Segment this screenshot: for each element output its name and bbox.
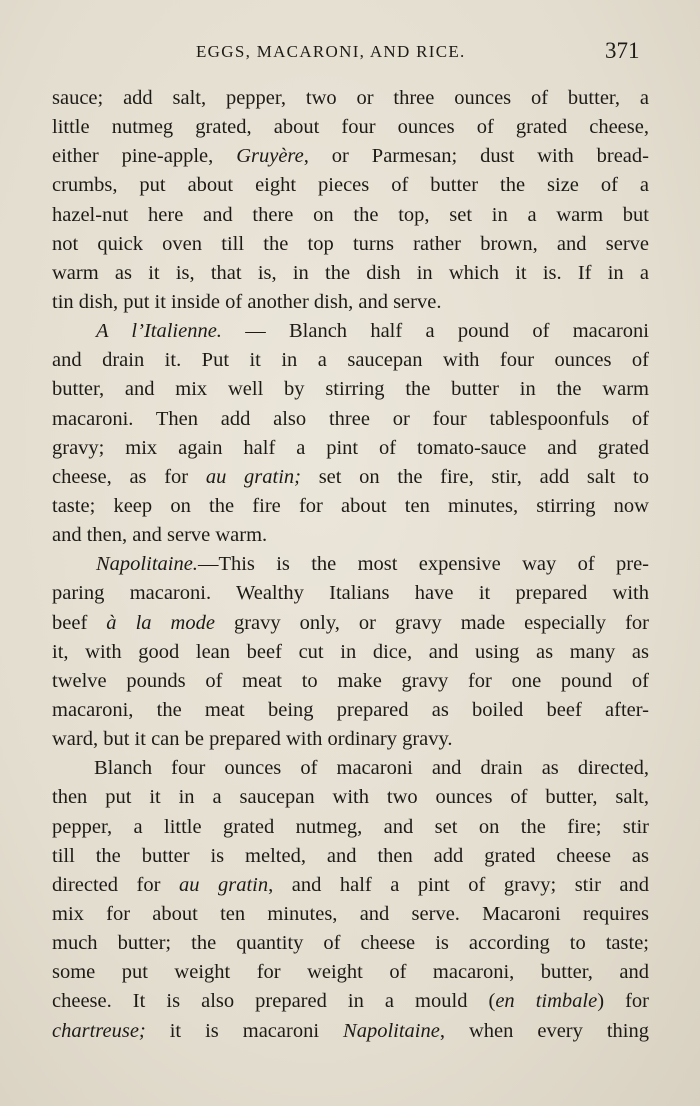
italic-text: Gruyère [236, 145, 304, 168]
text-segment: cheese, as for [52, 465, 206, 488]
text-segment: and drain it. Put it in a saucepan with four ounces of [52, 349, 649, 372]
text-line [52, 958, 649, 987]
text-segment: Blanch four ounces of macaroni and drain as directed, [94, 757, 649, 780]
text-line [52, 142, 649, 171]
text-segment: , or Parmesan; dust with bread- [303, 145, 649, 168]
text-line [52, 842, 649, 871]
text-segment: not quick oven till the top turns rather brown, and serve [52, 232, 649, 255]
text-segment: set on the fire, stir, add salt to [301, 465, 650, 488]
text-line [52, 492, 649, 521]
running-title: EGGS, MACARONI, AND RICE. [196, 42, 466, 61]
text-line [52, 987, 649, 1016]
text-line [52, 521, 649, 550]
text-line [52, 259, 649, 288]
text-line [52, 1017, 649, 1046]
italic-text: au gratin [178, 873, 269, 896]
text-line [52, 288, 649, 317]
text-line [52, 230, 649, 259]
text-segment: hazel-nut here and there on the top, set in a warm but [52, 203, 649, 226]
text-segment: it is macaroni [145, 1019, 344, 1042]
text-line [52, 550, 649, 579]
text-line [52, 638, 649, 667]
text-segment: much butter; the quantity of cheese is according to taste; [52, 932, 649, 955]
text-line [52, 783, 649, 812]
text-line [52, 929, 649, 958]
text-segment: it, with good lean beef cut in dice, and using as many as [52, 640, 649, 663]
text-segment: gravy; mix again half a pint of tomato-sauce and grated [52, 436, 649, 459]
text-line [52, 463, 649, 492]
text-line [52, 754, 649, 783]
text-line [52, 813, 649, 842]
text-segment: , when every thing [439, 1019, 649, 1042]
text-segment: — Blanch half a pound of macaroni [221, 320, 649, 343]
text-line [52, 84, 649, 113]
text-segment: macaroni. Then add also three or four tablespoonfuls of [52, 407, 649, 430]
italic-text: Napolitaine. [96, 553, 198, 576]
text-segment: butter, and mix well by stirring the butter in the warm [52, 378, 649, 401]
text-line [52, 171, 649, 200]
text-segment: paring macaroni. Wealthy Italians have it prepared with [52, 582, 649, 605]
text-line [52, 609, 649, 638]
text-line [52, 871, 649, 900]
text-segment: taste; keep on the fire for about ten minutes, stirring now [52, 494, 649, 517]
italic-text: A l’Italienne. [96, 320, 222, 343]
text-segment: beef [52, 611, 107, 634]
text-segment: sauce; add salt, pepper, two or three ounces of butter, a [52, 87, 649, 109]
italic-text: Napolitaine [343, 1019, 440, 1042]
italic-text: chartreuse; [52, 1019, 146, 1042]
text-segment: crumbs, put about eight pieces of butter the size of a [52, 174, 649, 197]
text-line [52, 317, 649, 346]
text-segment: directed for [52, 873, 179, 896]
text-line [52, 405, 649, 434]
text-line [52, 434, 649, 463]
body-text [52, 84, 649, 1046]
italic-text: à la mode [106, 611, 215, 634]
text-segment: cheese. It is also prepared in a mould ( [52, 990, 496, 1013]
text-line [52, 579, 649, 608]
text-line [52, 375, 649, 404]
text-segment: some put weight for weight of macaroni, butter, and [52, 961, 649, 984]
italic-text: au gratin; [205, 465, 301, 488]
text-segment: macaroni, the meat being prepared as boiled beef after- [52, 698, 649, 721]
page-number: 371 [605, 38, 640, 63]
text-segment: warm as it is, that is, in the dish in which it is. If in a [52, 261, 649, 284]
text-segment: ward, but it can be prepared with ordinary gravy. [52, 728, 453, 751]
text-line [52, 113, 649, 142]
text-segment: and then, and serve warm. [52, 524, 268, 547]
text-line [52, 696, 649, 725]
text-segment: little nutmeg grated, about four ounces of grated cheese, [52, 116, 649, 139]
text-line [52, 725, 649, 754]
text-segment: either pine-apple, [52, 145, 237, 168]
text-line [52, 900, 649, 929]
text-segment: pepper, a little grated nutmeg, and set on the fire; stir [52, 815, 649, 838]
text-line [52, 667, 649, 696]
text-segment: ) for [597, 990, 649, 1013]
text-segment: tin dish, put it inside of another dish, and serve. [52, 290, 442, 313]
text-line [52, 201, 649, 230]
text-segment: mix for about ten minutes, and serve. Macaroni requires [52, 902, 649, 925]
text-segment: —This is the most expensive way of pre- [197, 553, 649, 576]
italic-text: en timbale [495, 990, 598, 1013]
text-line [52, 346, 649, 375]
text-segment: , and half a pint of gravy; stir and [268, 873, 650, 896]
text-segment: till the butter is melted, and then add grated cheese as [52, 844, 649, 867]
text-segment: then put it in a saucepan with two ounces of butter, salt, [52, 786, 649, 809]
text-segment: twelve pounds of meat to make gravy for one pound of [52, 669, 649, 692]
text-segment: gravy only, or gravy made especially for [214, 611, 649, 634]
running-head [0, 38, 700, 68]
